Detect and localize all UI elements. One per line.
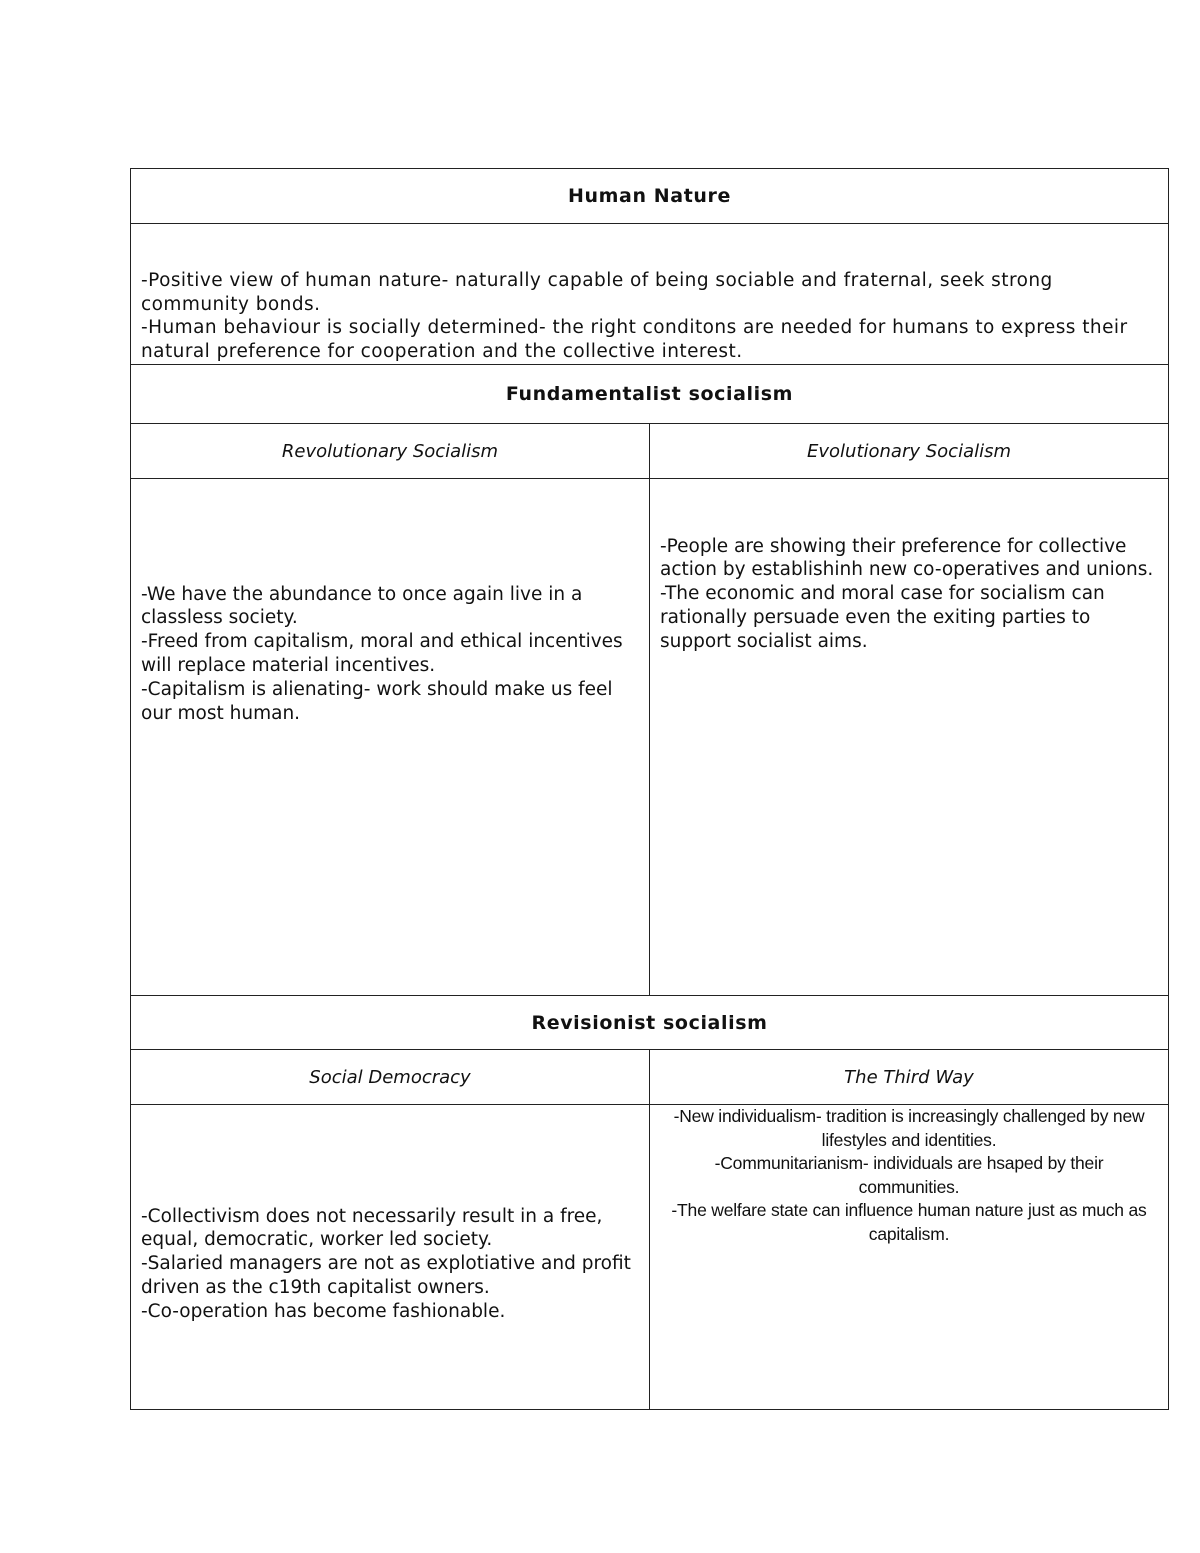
fundamentalist-title: Fundamentalist socialism — [131, 365, 1169, 424]
revisionist-title-row — [131, 996, 1169, 1050]
human-nature-line: -Human behaviour is socially determined- the right conditons are needed for humans to express their natural preference for cooperation and the collective interest. — [141, 317, 1128, 362]
human-nature-body — [131, 224, 1169, 365]
evolutionary-heading: Evolutionary Socialism — [650, 424, 1169, 479]
fundamentalist-heading-row — [131, 424, 1169, 479]
social-democracy-heading: Social Democracy — [131, 1050, 650, 1105]
third-way-body — [650, 1105, 1169, 1410]
social-democracy-line: -Salaried managers are not as explotiative and profit driven as the c19th capitalist owners. — [141, 1253, 631, 1298]
third-way-heading: The Third Way — [650, 1050, 1169, 1105]
evolutionary-line: -The economic and moral case for socialism can rationally persuade even the exiting parties to support socialist aims. — [660, 583, 1105, 652]
human-nature-title: Human Nature — [131, 169, 1169, 224]
revolutionary-body — [131, 479, 650, 996]
human-nature-title-row — [131, 169, 1169, 224]
revolutionary-line: -We have the abundance to once again live in a classless society. — [141, 583, 583, 629]
fundamentalist-title-row — [131, 365, 1169, 424]
social-democracy-body — [131, 1105, 650, 1410]
evolutionary-body — [650, 479, 1169, 996]
revisionist-heading-row — [131, 1050, 1169, 1105]
third-way-line: -The welfare state can influence human nature just as much as capitalism. — [671, 1200, 1147, 1244]
human-nature-body-row — [131, 224, 1169, 365]
revolutionary-heading: Revolutionary Socialism — [131, 424, 650, 479]
third-way-line: -New individualism- tradition is increasingly challenged by new lifestyles and identities. — [673, 1106, 1145, 1150]
revisionist-title: Revisionist socialism — [131, 996, 1169, 1050]
social-democracy-line: -Collectivism does not necessarily result in a free, equal, democratic, worker led society. — [141, 1205, 603, 1251]
socialism-notes-table — [130, 168, 1169, 1410]
human-nature-line: -Positive view of human nature- naturally capable of being sociable and fraternal, seek strong community bonds. — [141, 270, 1053, 315]
revolutionary-line: -Freed from capitalism, moral and ethical incentives will replace material incentives. — [141, 631, 623, 676]
fundamentalist-body-row — [131, 479, 1169, 996]
revolutionary-line: -Capitalism is alienating- work should make us feel our most human. — [141, 678, 613, 724]
revisionist-body-row — [131, 1105, 1169, 1410]
social-democracy-line: -Co-operation has become fashionable. — [141, 1300, 506, 1322]
third-way-line: -Communitarianism- individuals are hsaped by their communities. — [714, 1153, 1104, 1197]
evolutionary-line: -People are showing their preference for collective action by establishinh new co-operatives and unions. — [660, 535, 1154, 581]
